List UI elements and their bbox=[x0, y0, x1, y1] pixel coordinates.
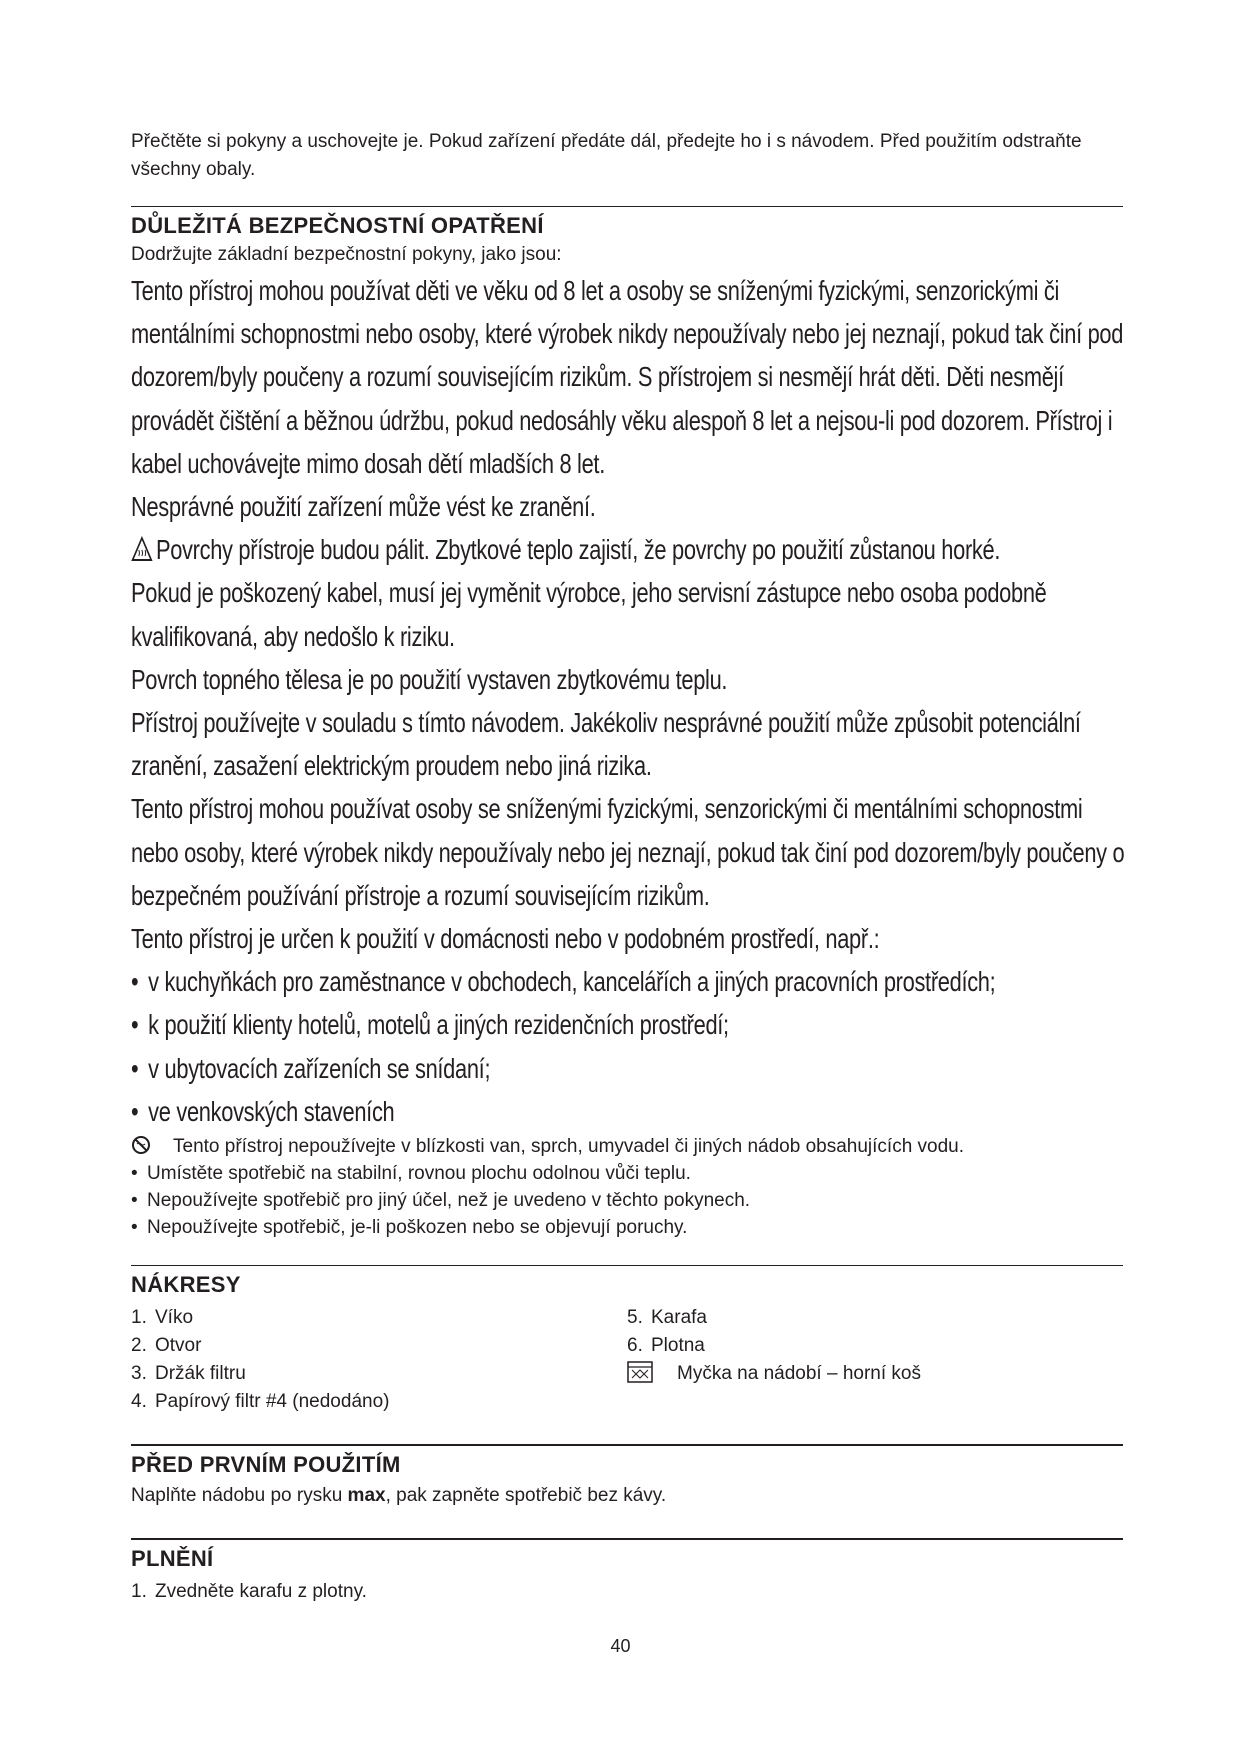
intro-text: Přečtěte si pokyny a uschovejte je. Pokud zařízení předáte dál, předejte ho i s návodem. Před použitím odstraňte všechny obaly. bbox=[131, 131, 1082, 180]
page-number: 40 bbox=[610, 1636, 631, 1656]
safety-paragraph: Pokud je poškozený kabel, musí jej vyměnit výrobce, jeho servisní zástupce nebo osoba podobně kvalifikovaná, aby nedošlo k riziku. bbox=[131, 577, 1047, 652]
document-page bbox=[131, 128, 1123, 1606]
safety-paragraph: Nesprávné použití zařízení může vést ke zranění. bbox=[131, 491, 596, 523]
list-item: • ve venkovských staveních bbox=[131, 1095, 395, 1127]
safety-paragraph: Přístroj používejte v souladu s tímto návodem. Jakékoliv nesprávné použití může způsobit potenciální zranění, zasažení elektrickým proudem nebo jiná rizika. bbox=[131, 707, 1081, 782]
no-water-icon bbox=[131, 1135, 151, 1155]
list-item: • v ubytovacích zařízeních se snídaní; bbox=[131, 1052, 491, 1084]
list-item: 6. Plotna bbox=[627, 1335, 705, 1357]
list-item: 3. Držák filtru bbox=[131, 1363, 246, 1385]
section-divider bbox=[131, 1444, 1123, 1446]
list-item: 1. Zvedněte karafu z plotny. bbox=[131, 1581, 367, 1603]
list-item: • Nepoužívejte spotřebič pro jiný účel, než je uvedeno v těchto pokynech. bbox=[131, 1190, 751, 1212]
safety-paragraph: Tento přístroj mohou používat děti ve věku od 8 let a osoby se sníženými fyzickými, senzorickými či mentálními schopnostmi nebo osoby, které výrobek nikdy nepoužívaly nebo jej neznají, pokud tak činí pod dozorem/byly poučeny a rozumí souvisejícím rizikům. S přístrojem si nesmějí hrát děti. Děti nesmějí provádět čištění a běžnou údržbu, pokud nedosáhly věku alespoň 8 let a nejsou-li pod dozorem. Přístroj i kabel uchovávejte mimo dosah dětí mladších 8 let. bbox=[131, 275, 1124, 479]
dishwasher-icon bbox=[627, 1361, 653, 1383]
first-use-text: Naplňte nádobu po rysku max, pak zapněte spotřebič bez kávy. bbox=[131, 1485, 667, 1507]
list-item: 1. Víko bbox=[131, 1307, 194, 1329]
drawings-column-left bbox=[131, 1304, 627, 1416]
list-item: 5. Karafa bbox=[627, 1307, 707, 1329]
list-item: 4. Papírový filtr #4 (nedodáno) bbox=[131, 1391, 390, 1413]
drawings-list bbox=[131, 1304, 1123, 1416]
safety-paragraph: Povrchy přístroje budou pálit. Zbytkové teplo zajistí, že povrchy po použití zůstanou horké. bbox=[131, 528, 1129, 571]
list-item: • v kuchyňkách pro zaměstnance v obchodech, kancelářích a jiných pracovních prostředích; bbox=[131, 966, 996, 998]
list-item: • Umístěte spotřebič na stabilní, rovnou plochu odolnou vůči teplu. bbox=[131, 1163, 691, 1185]
filling-heading: PLNĚNÍ bbox=[131, 1546, 214, 1572]
section-divider bbox=[131, 1265, 1123, 1266]
safety-notes bbox=[131, 1133, 1123, 1241]
first-use-heading: PŘED PRVNÍM POUŽITÍM bbox=[131, 1452, 401, 1478]
drawings-column-right bbox=[627, 1304, 1123, 1416]
safety-paragraph: Tento přístroj je určen k použití v domácnosti nebo v podobném prostředí, např.: bbox=[131, 923, 880, 955]
noentry-note: Tento přístroj nepoužívejte v blízkosti van, sprch, umyvadel či jiných nádob obsahujících vodu. bbox=[131, 1133, 1123, 1160]
safety-subheading: Dodržujte základní bezpečnostní pokyny, jako jsou: bbox=[131, 244, 562, 265]
safety-instructions bbox=[131, 269, 1129, 1133]
safety-paragraph: Povrch topného tělesa je po použití vystaven zbytkovému teplu. bbox=[131, 663, 728, 695]
hot-surface-warning-icon bbox=[131, 531, 153, 557]
list-item: 2. Otvor bbox=[131, 1335, 202, 1357]
section-divider bbox=[131, 1538, 1123, 1540]
list-item: • k použití klienty hotelů, motelů a jiných rezidenčních prostředí; bbox=[131, 1009, 729, 1041]
safety-paragraph: Tento přístroj mohou používat osoby se sníženými fyzickými, senzorickými či mentálními schopnostmi nebo osoby, které výrobek nikdy nepoužívaly nebo jej neznají, pokud tak činí pod dozorem/byly poučeny o bezpečném používání přístroje a rozumí souvisejícím rizikům. bbox=[131, 793, 1125, 911]
safety-heading: DŮLEŽITÁ BEZPEČNOSTNÍ OPATŘENÍ bbox=[131, 213, 544, 238]
drawings-heading: NÁKRESY bbox=[131, 1272, 241, 1298]
section-divider bbox=[131, 206, 1123, 207]
list-item: • Nepoužívejte spotřebič, je-li poškozen nebo se objevují poruchy. bbox=[131, 1217, 688, 1239]
list-item: Myčka na nádobí – horní koš bbox=[627, 1360, 1123, 1388]
